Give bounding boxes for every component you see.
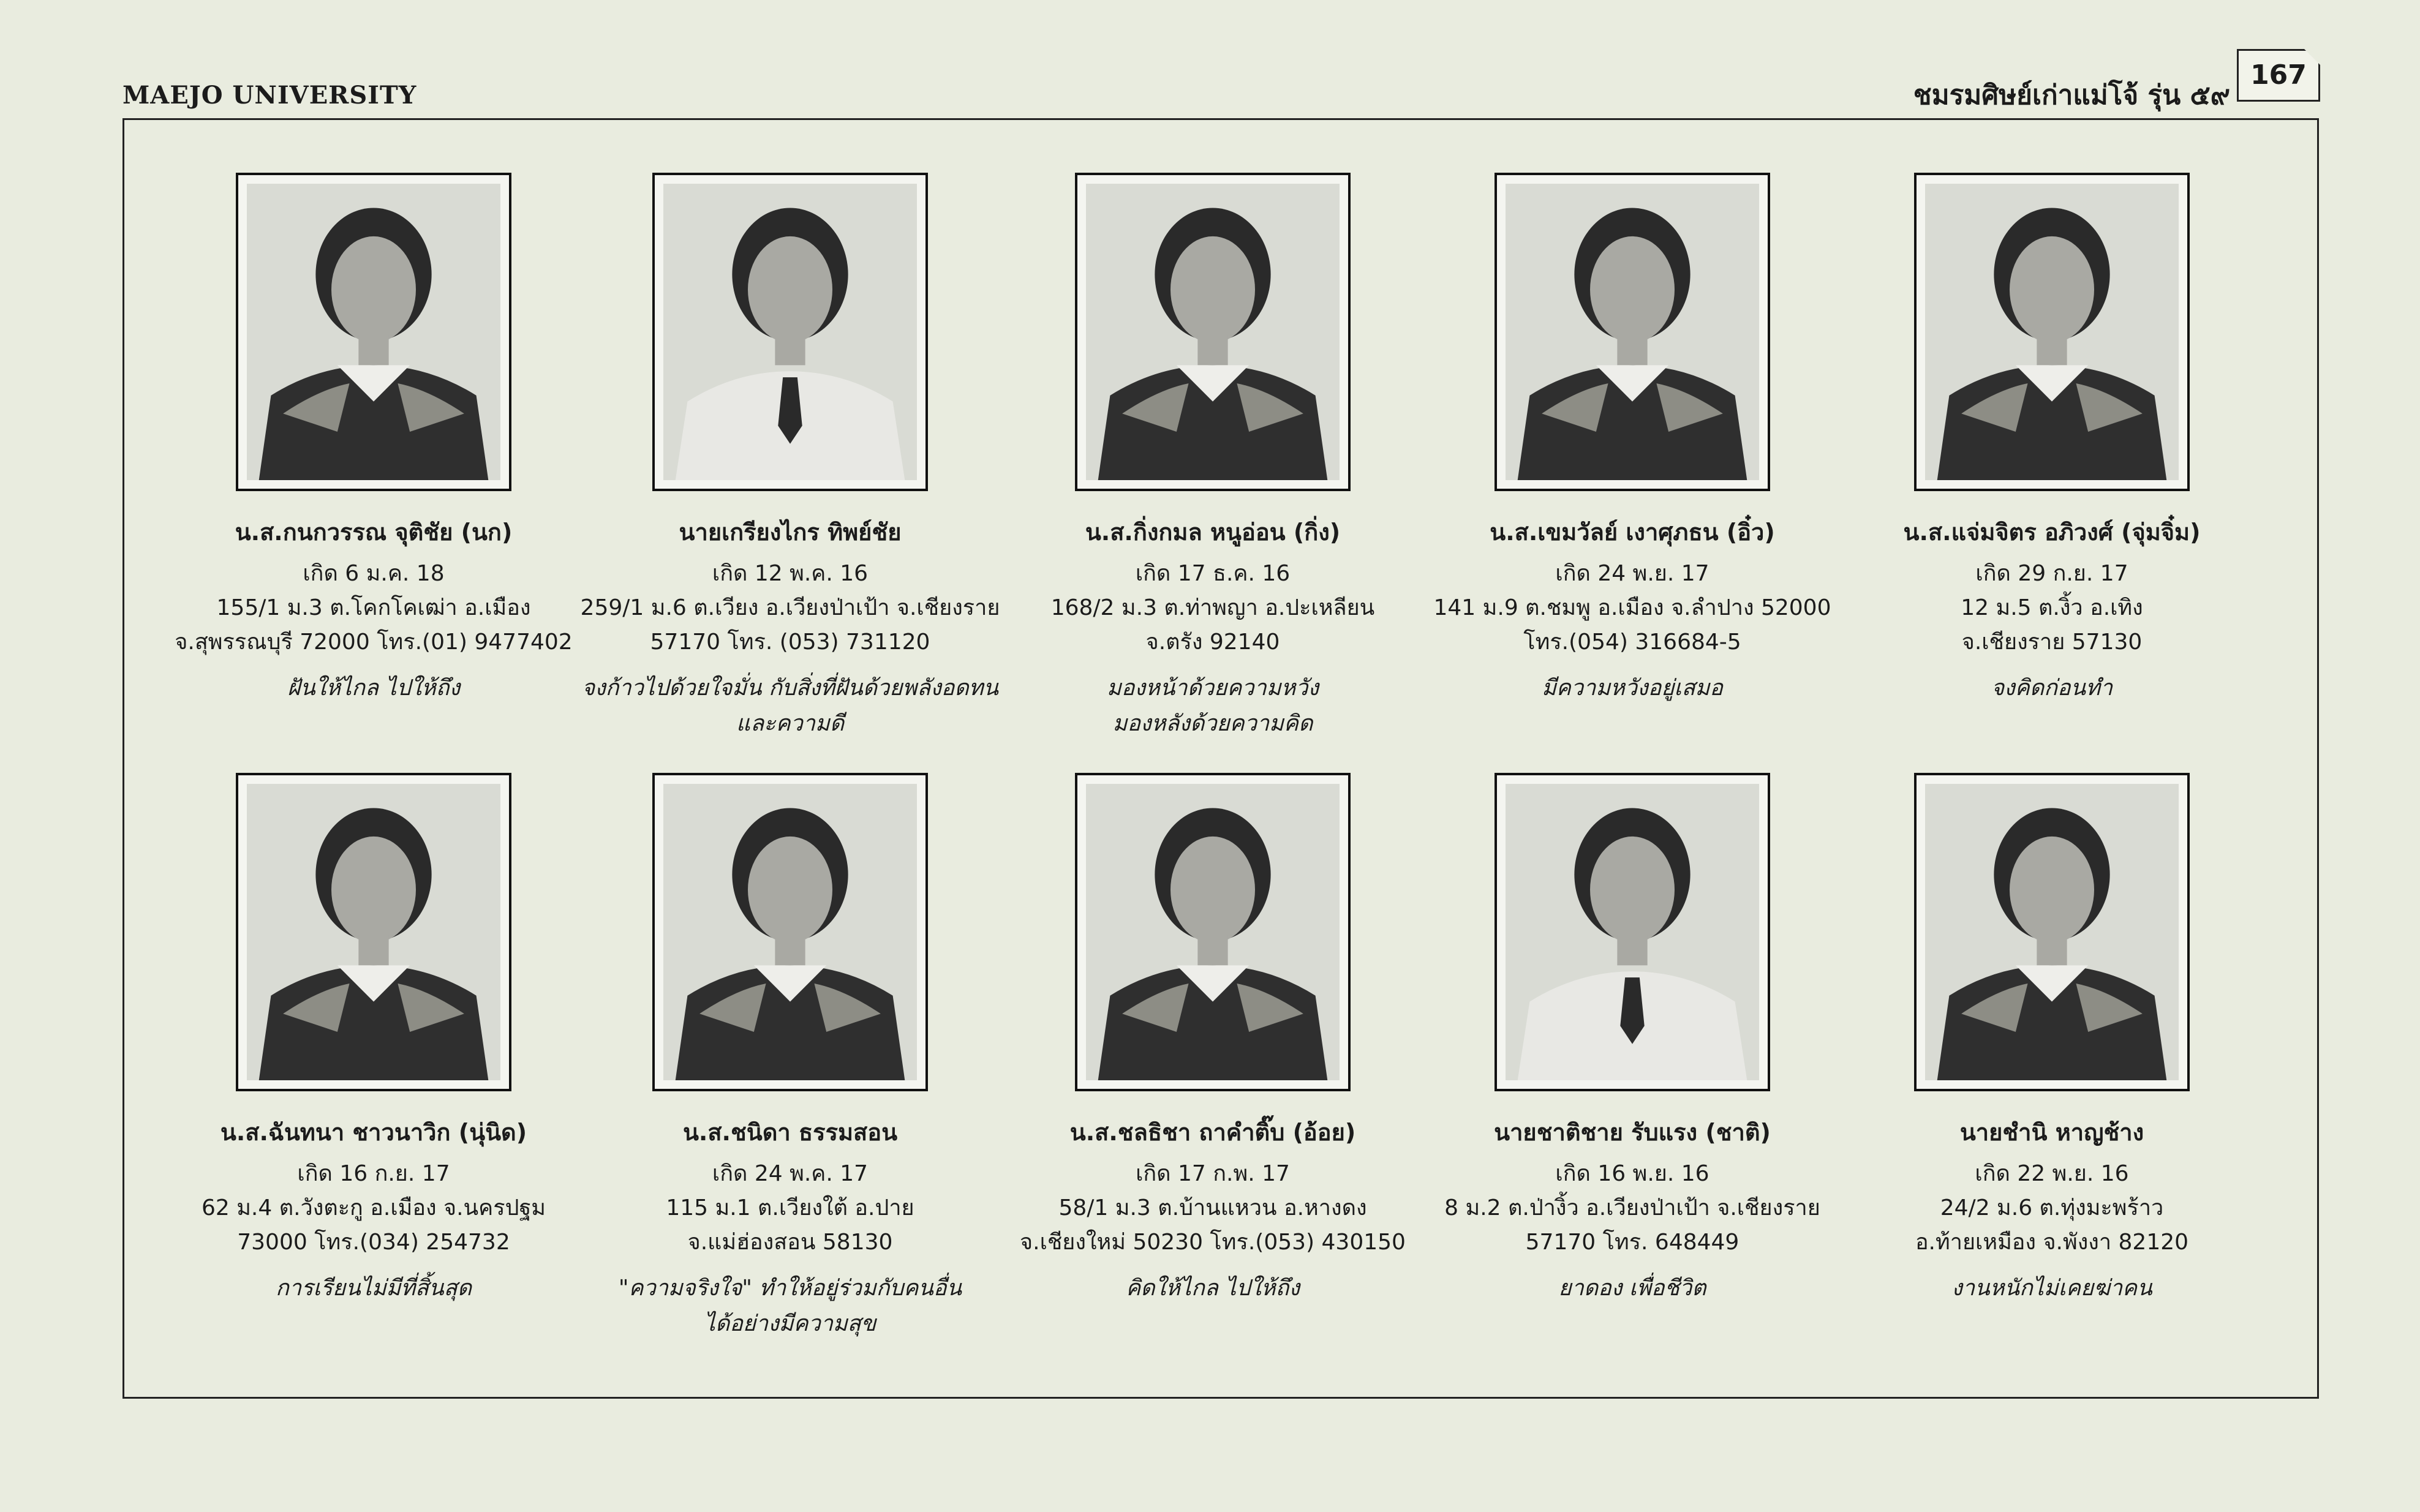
portrait-photo [1075,773,1351,1091]
birth-date: เกิด 17 ธ.ค. 16 [1135,561,1291,586]
person-card [1418,173,1847,706]
birth-date: เกิด 29 ก.ย. 17 [1975,561,2128,586]
person-card [1838,173,2266,706]
motto-line-1: การเรียนไม่มีที่สิ้นสุด [276,1276,472,1301]
person-card [576,773,1005,1342]
person-name: น.ส.กนกวรรณ จุติชัย (นก) [235,519,513,546]
portrait-photo [1075,173,1351,491]
portrait-graphic [1925,184,2179,480]
person-name: น.ส.ฉันทนา ชาวนาวิก (นุ่นิด) [220,1119,527,1146]
page-number: 167 [2237,49,2320,102]
person-name: นายชาติชาย รับแรง (ชาติ) [1494,1119,1771,1146]
portrait-photo [1914,773,2190,1091]
birth-date: เกิด 16 พ.ย. 16 [1555,1161,1709,1186]
address-line-1: 8 ม.2 ต.ป่างิ้ว อ.เวียงป่าเป้า จ.เชียงราย [1444,1195,1820,1221]
portrait-photo [652,773,928,1091]
person-name: น.ส.ชนิดา ธรรมสอน [682,1119,898,1146]
address-line-1: 155/1 ม.3 ต.โคกโคเฒ่า อ.เมือง [216,595,531,620]
motto [1838,671,2266,706]
address-line-2: จ.แม่ฮ่องสอน 58130 [687,1230,893,1255]
motto-line-1: มีความหวังอยู่เสมอ [1542,675,1723,701]
person-name: นายชำนิ หาญช้าง [1959,1119,2144,1146]
birth-date: เกิด 24 พ.ค. 17 [712,1161,869,1186]
birth-date: เกิด 22 พ.ย. 16 [1975,1161,2129,1186]
person-name: น.ส.เขมวัลย์ เงาศุภธน (อิ๋ว) [1490,519,1775,546]
portrait-photo [652,173,928,491]
motto [1838,1271,2266,1306]
person-name: นายเกรียงไกร ทิพย์ชัย [679,519,902,546]
motto [998,671,1427,742]
person-name: น.ส.แจ่มจิตร อภิวงศ์ (จุ่มจิ๋ม) [1903,519,2201,546]
address-line-2: 57170 โทร. 648449 [1525,1230,1740,1255]
address-line-1: 58/1 ม.3 ต.บ้านแหวน อ.หางดง [1058,1195,1367,1221]
motto [159,1271,588,1306]
motto [1418,671,1847,706]
address-line-1: 12 ม.5 ต.งิ้ว อ.เทิง [1961,595,2143,620]
motto-line-2: มองหลังด้วยความคิด [1112,711,1313,736]
motto [576,671,1005,742]
motto-line-1: จงคิดก่อนทำ [1991,675,2113,701]
motto [576,1271,1005,1342]
portrait-photo [236,173,511,491]
birth-date: เกิด 24 พ.ย. 17 [1555,561,1709,586]
address-line-2: จ.ตรัง 92140 [1145,630,1280,655]
address-line-1: 62 ม.4 ต.วังตะกู อ.เมือง จ.นครปฐม [201,1195,546,1221]
portrait-graphic [1506,184,1759,480]
address-line-2: อ.ท้ายเหมือง จ.พังงา 82120 [1915,1230,2189,1255]
motto-line-2: ได้อย่างมีความสุข [704,1311,876,1336]
address-line-1: 115 ม.1 ต.เวียงใต้ อ.ปาย [666,1195,914,1221]
club-title: ชมรมศิษย์เก่าแม่โจ้ รุ่น ๕๙ [1913,80,2230,111]
person-card [576,173,1005,742]
portrait-photo [236,773,511,1091]
motto-line-1: ยาดอง เพื่อชีวิต [1558,1276,1706,1301]
motto-line-1: ฝันให้ไกล ไปให้ถึง [287,675,461,701]
address-line-1: 24/2 ม.6 ต.ทุ่งมะพร้าว [1940,1195,2164,1221]
portrait-graphic [663,184,917,480]
portrait-graphic [1925,784,2179,1080]
person-name: น.ส.ชลธิชา ถาคำติ๊บ (อ้อย) [1069,1119,1356,1146]
portrait-graphic [247,784,500,1080]
person-card [1838,773,2266,1306]
motto [1418,1271,1847,1306]
motto-line-1: งานหนักไม่เคยฆ่าคน [1951,1276,2152,1301]
person-card [159,173,588,706]
motto-line-2: และความดี [736,711,845,736]
person-card [159,773,588,1306]
address-line-2: จ.เชียงใหม่ 50230 โทร.(053) 430150 [1020,1230,1406,1255]
address-line-1: 168/2 ม.3 ต.ท่าพญา อ.ปะเหลียน [1050,595,1375,620]
motto-line-1: มองหน้าด้วยความหวัง [1107,675,1319,701]
person-card [998,773,1427,1306]
person-card [1418,773,1847,1306]
portrait-graphic [1506,784,1759,1080]
birth-date: เกิด 17 ก.พ. 17 [1136,1161,1290,1186]
portrait-graphic [247,184,500,480]
birth-date: เกิด 12 พ.ค. 16 [712,561,869,586]
address-line-2: โทร.(054) 316684-5 [1523,630,1741,655]
motto [998,1271,1427,1306]
portrait-photo [1495,773,1770,1091]
portrait-graphic [663,784,917,1080]
person-name: น.ส.กิ่งกมล หนูอ่อน (กิ่ง) [1085,519,1341,546]
portrait-graphic [1086,784,1340,1080]
address-line-2: จ.เชียงราย 57130 [1961,630,2143,655]
motto-line-1: จงก้าวไปด้วยใจมั่น กับสิ่งที่ฝันด้วยพลังอดทน [581,675,999,701]
address-line-2: 57170 โทร. (053) 731120 [650,630,930,655]
motto-line-1: "ความจริงใจ" ทำให้อยู่ร่วมกับคนอื่น [618,1276,962,1301]
birth-date: เกิด 6 ม.ค. 18 [303,561,445,586]
portrait-photo [1914,173,2190,491]
address-line-1: 259/1 ม.6 ต.เวียง อ.เวียงป่าเป้า จ.เชียงราย [580,595,1000,620]
birth-date: เกิด 16 ก.ย. 17 [297,1161,450,1186]
motto-line-1: คิดให้ไกล ไปให้ถึง [1126,1276,1300,1301]
portrait-graphic [1086,184,1340,480]
address-line-2: 73000 โทร.(034) 254732 [237,1230,510,1255]
address-line-2: จ.สุพรรณบุรี 72000 โทร.(01) 9477402 [175,630,573,655]
person-card [998,173,1427,742]
address-line-1: 141 ม.9 ต.ชมพู อ.เมือง จ.ลำปาง 52000 [1433,595,1831,620]
motto [159,671,588,706]
publication-title: MAEJO UNIVERSITY [123,81,417,110]
portrait-photo [1495,173,1770,491]
